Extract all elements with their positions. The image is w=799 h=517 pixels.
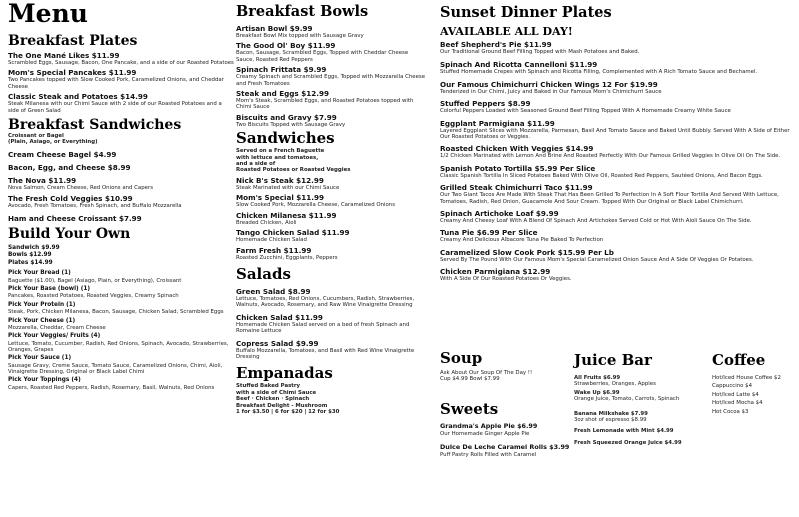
group-text: Lettuce, Tomato, Cucumber, Radish, Red Onions, Spinach, Avocado, Strawberries, Oranges, Grapes [8,340,229,353]
group-text: Capers, Roasted Red Peppers, Radish, Rosemary, Basil, Walnuts, Red Onions [8,384,215,391]
coffee-line: Hot/Iced House Coffee $2 [712,375,781,381]
price-plates: Plates $14.99 [8,259,53,266]
soup-line: Cup $4.99 Bowl $7.99 [440,376,500,383]
menu-item-name: Chicken Milanesa $11.99 [236,210,337,220]
empanadas-line: Breakfast Delight - Mushroom [236,402,328,409]
menu-item-name: Spinach And Ricotta Cannelloni $11.99 [440,60,598,70]
menu-item-name: The One Mané Likes $11.99 [8,51,120,60]
menu-item-name: Farm Fresh $11.99 [236,245,312,255]
sweets-heading: Sweets [440,399,499,418]
juice-line: Strawberries, Oranges, Apples [574,381,656,388]
group-text: Baguette ($1.00), Bagel (Asiago, Plain, or Everything), Croissant [8,277,182,284]
menu-item-name: Chicken Parmigiana $12.99 [440,267,551,277]
coffee-line: Cappuccino $4 [712,383,753,390]
menu-item-name: Eggplant Parmigiana $11.99 [440,118,555,128]
sunset-availability: AVAILABLE ALL DAY! [440,25,573,38]
menu-item-desc: 1/2 Chicken Marinated with Lemon And Brine And Roasted Perfectly With Our Famous Grilled Veggies In Olive Oil On The Side. [440,153,781,160]
menu-item-name: Chicken Salad $11.99 [236,312,323,322]
column-right [440,0,794,283]
empanadas-lines [236,383,426,415]
menu-item-name: Tango Chicken Salad $11.99 [236,228,350,238]
build-your-own-prices [8,245,234,268]
menu-item-desc: Avocado, Fresh Tomatoes, Fresh Spinach, and Buffalo Mozzarella [8,203,182,210]
menu-title: Menu [8,0,88,28]
menu-item-name: Nick B's Steak $12.99 [236,175,324,185]
menu-item-desc: Our Homemade Ginger Apple Pie [440,430,530,437]
menu-item-desc: Tenderized in Our Chimi, Juicy and Baked in Our Famous Mom's Chimichurri Sauce [440,88,662,95]
column-left [8,0,234,391]
breakfast-plates-list [8,51,234,114]
soup-heading: Soup [440,349,483,367]
menu-item-name: Dulce De Leche Caramel Rolls $3.99 [440,443,570,452]
menu-item-desc: Nova Salmon, Cream Cheese, Red Onions and Capers [8,184,153,191]
menu-item-desc: Creamy And Cheesy Loaf With A Blend Of Spinach And Artichokes Served Cold or Hot With Aioli Sauce On The Side. [440,218,752,225]
menu-item-name: Beef Shepherd's Pie $11.99 [440,40,552,49]
empanadas-line: with a side of Chimi Sauce [236,389,317,396]
juice-bar-heading: Juice Bar [574,351,652,369]
menu-item-desc: Creamy Spinach and Scrambled Eggs, Topped with Mozzarella Cheese and Fresh Tomatoes [236,74,426,87]
menu-item-name: Steak and Eggs $12.99 [236,89,329,99]
coffee-line: Hot/Iced Latte $4 [712,391,759,398]
menu-item-name: Spinach Frittata $9.99 [236,65,327,75]
intro-line: Served on a French Baguette [236,148,325,155]
group-text: Sausage Gravy, Creme Sauce, Tomato Sauce, Caramelized Onions, Chimi, Aioli, Vinaigrette Dressing, Original or Black Label Chimi [8,362,223,376]
group-title: Pick Your Cheese (1) [8,317,76,324]
coffee-heading: Coffee [712,351,766,369]
menu-item-desc: With A Side Of Our Roasted Potatoes Or Veggies. [440,276,572,283]
menu-item-desc: Mom's Steak, Scrambled Eggs, and Roasted Potatoes topped with Chimi Sauce [236,98,414,111]
column-middle [236,0,426,415]
menu-item-desc: Layered Eggplant Slices with Mozzarella, Parmesan, Basil And Tomato Sauce and Baked Until Bubbly. Served With A Side of Either Our Roasted Potatoes or Veggies. [440,127,790,141]
breakfast-sandwiches-heading: Breakfast Sandwiches [8,117,182,134]
group-text: Steak, Pork, Chicken Milanesa, Bacon, Sausage, Chicken Salad, Scrambled Eggs [8,309,224,316]
menu-item-desc: Stuffed Homemade Crepes with Spinach and Ricotta Filling, Complemented with A Rich Tomato Sauce and Bechamel. [440,69,758,76]
menu-item-desc: Served By The Pound With Our Famous Mom's Special Caramelized Onion Sauce And A Side Of Veggies Or Potatoes. [440,256,754,263]
menu-item-name: Cream Cheese Bagel $4.99 [8,149,117,159]
coffee-block [712,352,796,415]
menu-item-name: Spinach Artichoke Loaf $9.99 [440,209,559,219]
juice-line: Orange Juice, Tomato, Carrots, Spinach [574,396,680,403]
menu-item-name: Biscuits and Gravy $7.99 [236,112,337,122]
price-bowls: Bowls $12.99 [8,252,52,259]
menu-item-name: Green Salad $8.99 [236,286,311,296]
menu-item-desc: Two Pancakes topped with Slow Cooked Pork, Caramelized Onions, and Cheddar Cheese [8,77,224,90]
menu-item-desc: Creamy And Delicious Albacore Tuna Pie Baked To Perfection [440,237,604,244]
intro-line: Roasted Potatoes or Roasted Veggies [236,167,351,174]
menu-item-desc: Scrambled Eggs, Sausage, Bacon, One Pancake, and a side of our Roasted Potatoes [8,60,234,66]
breakfast-bowls-heading: Breakfast Bowls [236,3,369,20]
group-text: Pancakes, Roasted Potatoes, Roasted Veggies, Creamy Spinach [8,293,179,300]
menu-item-desc: Buffalo Mozzarella, Tomatoes, and Basil with Red Wine Vinaigrette Dressing [236,347,415,360]
menu-item-name: Bacon, Egg, and Cheese $8.99 [8,162,131,172]
intro-line: with lettuce and tomatoes, [236,154,319,161]
menu-item-desc: Classic Spanish Tortilla In Sliced Potatoes Baked With Olive Oil, Roasted Red Peppers, Sautéed Onions, And Bacon Eggs. [440,172,763,179]
menu-item-name: Caramelized Slow Cook Pork $15.99 Per Lb [440,247,614,257]
group-title: Pick Your Protein (1) [8,301,76,308]
group-title: Pick Your Bread (1) [8,270,71,277]
menu-item-name: Mom's Special Pancakes $11.99 [8,68,137,78]
sandwiches-heading: Sandwiches [236,129,335,148]
menu-item-name: Spanish Potato Tortilla $5.99 Per Slice [440,163,596,173]
menu-item-desc: Homemade Chicken Salad [236,237,307,244]
menu-item-desc: Our Two Giant Tacos Are Made With Steak That Has Been Grilled To Perfection In A Soft Flour Tortilla And Served With Lettuce, Tomatoes, Radish, Red Onion, Guacamole And Sour Cream. Topped With Our Original or Black Label Chimichurri. [440,192,779,205]
salads-list [236,287,426,360]
menu-item-desc: Roasted Zucchini, Eggplants, Peppers [236,254,338,261]
coffee-line: Hot Cocoa $3 [712,408,749,415]
menu-item-name: The Nova $11.99 [8,175,77,185]
soup-line: Ask About Our Soup Of The Day !! [440,370,533,376]
salads-heading: Salads [236,264,291,283]
menu-item-desc: Steak Marinated with our Chimi Sauce [236,184,340,191]
price-sandwich: Sandwich $9.99 [8,244,60,251]
menu-item-name: Mom's Special $11.99 [236,193,325,203]
group-title: Pick Your Veggies/ Fruits (4) [8,333,101,340]
sandwiches-list [236,176,426,261]
juice-line: Wake Up $6.99 [574,389,620,396]
menu-item-name: Roasted Chicken With Veggies $14.99 [440,144,594,154]
menu-item-name: Stuffed Peppers $8.99 [440,99,531,109]
menu-item-desc: Lettuce, Tomatoes, Red Onions, Cucumbers, Radish, Strawberries, Walnuts, Avocado, Rosemary, and Raw Wine Vinaigrette Dressing [236,295,415,309]
menu-item-name: Ham and Cheese Croissant $7.99 [8,213,142,223]
sandwiches-intro [236,148,426,174]
juice-line: Banana Milkshake $7.99 [574,410,648,417]
empanadas-line: Beef · Chicken · Spinach [236,396,310,403]
menu-item-desc: Steak Milanesa with our Chimi Sauce with 2 side of our Roasted Potatoes and a side of Green Salad [8,101,222,114]
breakfast-plates-heading: Breakfast Plates [8,33,138,49]
menu-item-desc: Breakfast Bowl Mix topped with Sausage Gravy [236,33,364,39]
breakfast-bowls-list [236,24,426,128]
menu-item-name: Classic Steak and Potatoes $14.99 [8,92,148,102]
group-title: Pick Your Base (bowl) (1) [8,286,91,293]
group-title: Pick Your Sauce (1) [8,355,72,362]
menu-item-name: The Fresh Cold Veggies $10.99 [8,194,133,204]
juice-line: 3oz shot of espresso $8.99 [574,417,647,424]
menu-item-name: Tuna Pie $6.99 Per Slice [440,228,538,238]
group-text: Mozzarella, Cheddar, Cream Cheese [8,324,106,331]
sunset-list [440,40,794,283]
menu-item-desc: Our Traditional Ground Beef Filling Topped with Mash Potatoes and Baked. [440,49,640,55]
empanadas-heading: Empanadas [236,364,333,383]
menu-item-desc: Breaded Chicken, Aioli [236,219,297,226]
menu-item-name: Grandma's Apple Pie $6.99 [440,421,538,430]
menu-item-name: Artisan Bowl $9.99 [236,24,313,33]
build-your-own-heading: Build Your Own [8,225,131,242]
build-your-own-groups [8,270,234,391]
juice-line: Fresh Squeezed Orange Juice $4.99 [574,439,682,446]
empanadas-line: 1 for $3.50 | 6 for $20 | 12 for $30 [236,408,340,415]
menu-item-desc: Colorful Peppers Loaded with Seasoned Ground Beef Filling Topped With A Homemade Creamy White Sauce [440,108,731,115]
intro-line: and a side of [236,161,276,168]
menu-item-name: Our Famous Chimichurri Chicken Wings 12 For $19.99 [440,79,658,89]
group-title: Pick Your Toppings (4) [8,377,81,384]
juice-line: Fresh Lemonade with Mint $4.99 [574,428,674,435]
breakfast-sandwiches-sub-2: (Plain, Asiago, or Everything) [8,139,98,146]
empanadas-line: Stuffed Baked Pastry [236,383,301,390]
breakfast-sandwiches-list [8,150,234,223]
juice-bar-block [574,352,698,446]
menu-item-desc: Two Biscuits Topped with Sausage Gravy [236,121,346,128]
menu-item-name: Copress Salad $9.99 [236,338,319,348]
menu-item-desc: Puff Pastry Rolls Filled with Caramel [440,452,537,459]
sunset-heading: Sunset Dinner Plates [440,4,612,21]
coffee-line: Hot/Iced Mocha $4 [712,400,763,407]
menu-item-name: The Good Ol' Boy $11.99 [236,41,336,51]
soup-sweets-block [440,349,570,459]
juice-line: All Fruits $6.99 [574,375,621,381]
menu-item-desc: Slow Cooked Pork, Mozzarella Cheese, Caramelized Onions [236,202,396,209]
breakfast-sandwiches-sub-1: Croissant or Bagel [8,133,64,140]
menu-item-name: Grilled Steak Chimichurri Taco $11.99 [440,183,593,193]
menu-item-desc: Homemade Chicken Salad served on a bed of fresh Spinach and Romaine Lettuce [236,321,410,335]
menu-item-desc: Bacon, Sausage, Scrambled Eggs, Topped with Cheddar Cheese Sauce, Roasted Red Peppers [236,50,409,63]
